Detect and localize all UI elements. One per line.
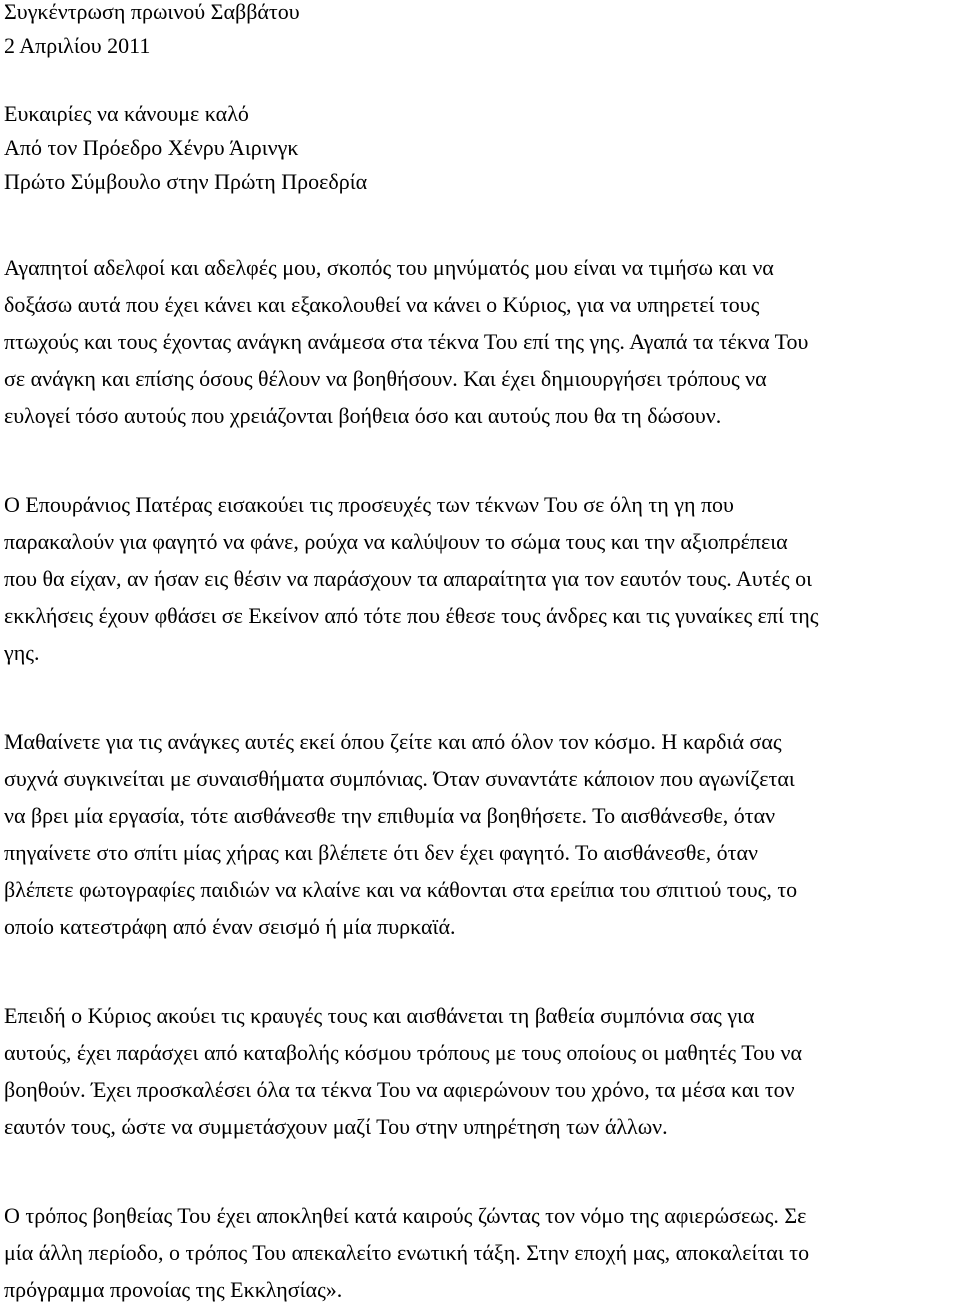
spacer bbox=[4, 434, 956, 486]
paragraph-line: Επειδή ο Κύριος ακούει τις κραυγές τους και αισθάνεται τη βαθεία συμπόνια σας για bbox=[4, 1003, 755, 1028]
body-paragraph bbox=[4, 723, 956, 945]
body-paragraph bbox=[4, 486, 956, 671]
meeting-title: Συγκέντρωση πρωινού Σαββάτου bbox=[4, 0, 300, 24]
spacer bbox=[4, 63, 956, 97]
paragraph-line: που θα είχαν, αν ήσαν εις θέσιν να παράσχουν τα απαραίτητα για τον εαυτόν τους. Αυτές οι bbox=[4, 566, 813, 591]
paragraph-line: Ο τρόπος βοηθείας Του έχει αποκληθεί κατά καιρούς ζώντας τον νόμο της αφιερώσεως. Σε bbox=[4, 1203, 807, 1228]
paragraph-line: οποίο κατεστράφη από έναν σεισμό ή μία πυρκαϊά. bbox=[4, 914, 456, 939]
paragraph-line: αυτούς, έχει παράσχει από καταβολής κόσμου τρόπους με τους οποίους οι μαθητές Του να bbox=[4, 1040, 803, 1065]
paragraph-line: Μαθαίνετε για τις ανάγκες αυτές εκεί όπου ζείτε και από όλον τον κόσμο. Η καρδιά σας bbox=[4, 729, 782, 754]
talk-author-role: Πρώτο Σύμβουλο στην Πρώτη Προεδρία bbox=[4, 169, 368, 194]
spacer bbox=[4, 199, 956, 249]
meeting-date: 2 Απριλίου 2011 bbox=[4, 33, 151, 58]
body-paragraph bbox=[4, 249, 956, 434]
paragraph-line: ευλογεί τόσο αυτούς που χρειάζονται βοήθεια όσο και αυτούς που θα τη δώσουν. bbox=[4, 403, 722, 428]
paragraph-line: πτωχούς και τους έχοντας ανάγκη ανάμεσα στα τέκνα Του επί της γης. Αγαπά τα τέκνα Του bbox=[4, 329, 809, 354]
paragraph-line: μία άλλη περίοδο, ο τρόπος Του απεκαλείτο ενωτική τάξη. Στην εποχή μας, αποκαλείται το bbox=[4, 1240, 810, 1265]
paragraph-line: εκκλήσεις έχουν φθάσει σε Εκείνον από τότε που έθεσε τους άνδρες και τις γυναίκες επί της bbox=[4, 603, 819, 628]
paragraph-line: πηγαίνετε στο σπίτι μίας χήρας και βλέπετε ότι δεν έχει φαγητό. Το αισθάνεσθε, όταν bbox=[4, 840, 758, 865]
document-header bbox=[4, 0, 956, 63]
paragraph-line: Αγαπητοί αδελφοί και αδελφές μου, σκοπός του μηνύματός μου είναι να τιμήσω και να bbox=[4, 255, 774, 280]
paragraph-line: Ο Επουράνιος Πατέρας εισακούει τις προσευχές των τέκνων Του σε όλη τη γη που bbox=[4, 492, 734, 517]
talk-title: Ευκαιρίες να κάνουμε καλό bbox=[4, 101, 249, 126]
paragraph-line: δοξάσω αυτά που έχει κάνει και εξακολουθεί να κάνει ο Κύριος, για να υπηρετεί τους bbox=[4, 292, 760, 317]
talk-author: Από τον Πρόεδρο Χένρυ Άιρινγκ bbox=[4, 135, 299, 160]
paragraph-line: να βρει μία εργασία, τότε αισθάνεσθε την επιθυμία να βοηθήσετε. Το αισθάνεσθε, όταν bbox=[4, 803, 776, 828]
document-page bbox=[4, 0, 956, 1308]
spacer bbox=[4, 671, 956, 723]
paragraph-line: συχνά συγκινείται με συναισθήματα συμπόνιας. Όταν συναντάτε κάποιον που αγωνίζεται bbox=[4, 766, 795, 791]
paragraph-line: σε ανάγκη και επίσης όσους θέλουν να βοηθήσουν. Και έχει δημιουργήσει τρόπους να bbox=[4, 366, 767, 391]
spacer bbox=[4, 945, 956, 997]
body-paragraph bbox=[4, 997, 956, 1145]
paragraph-line: γης. bbox=[4, 640, 40, 665]
paragraph-line: παρακαλούν για φαγητό να φάνε, ρούχα να καλύψουν το σώμα τους και την αξιοπρέπεια bbox=[4, 529, 788, 554]
paragraph-line: βοηθούν. Έχει προσκαλέσει όλα τα τέκνα Του να αφιερώνουν του χρόνο, τα μέσα και τον bbox=[4, 1077, 795, 1102]
paragraph-line: βλέπετε φωτογραφίες παιδιών να κλαίνε και να κάθονται στα ερείπια του σπιτιού τους, το bbox=[4, 877, 798, 902]
spacer bbox=[4, 1145, 956, 1197]
paragraph-line: εαυτόν τους, ώστε να συμμετάσχουν μαζί Του στην υπηρέτηση των άλλων. bbox=[4, 1114, 668, 1139]
body-paragraph bbox=[4, 1197, 956, 1308]
talk-heading bbox=[4, 97, 956, 199]
paragraph-line: πρόγραμμα προνοίας της Εκκλησίας». bbox=[4, 1277, 343, 1302]
